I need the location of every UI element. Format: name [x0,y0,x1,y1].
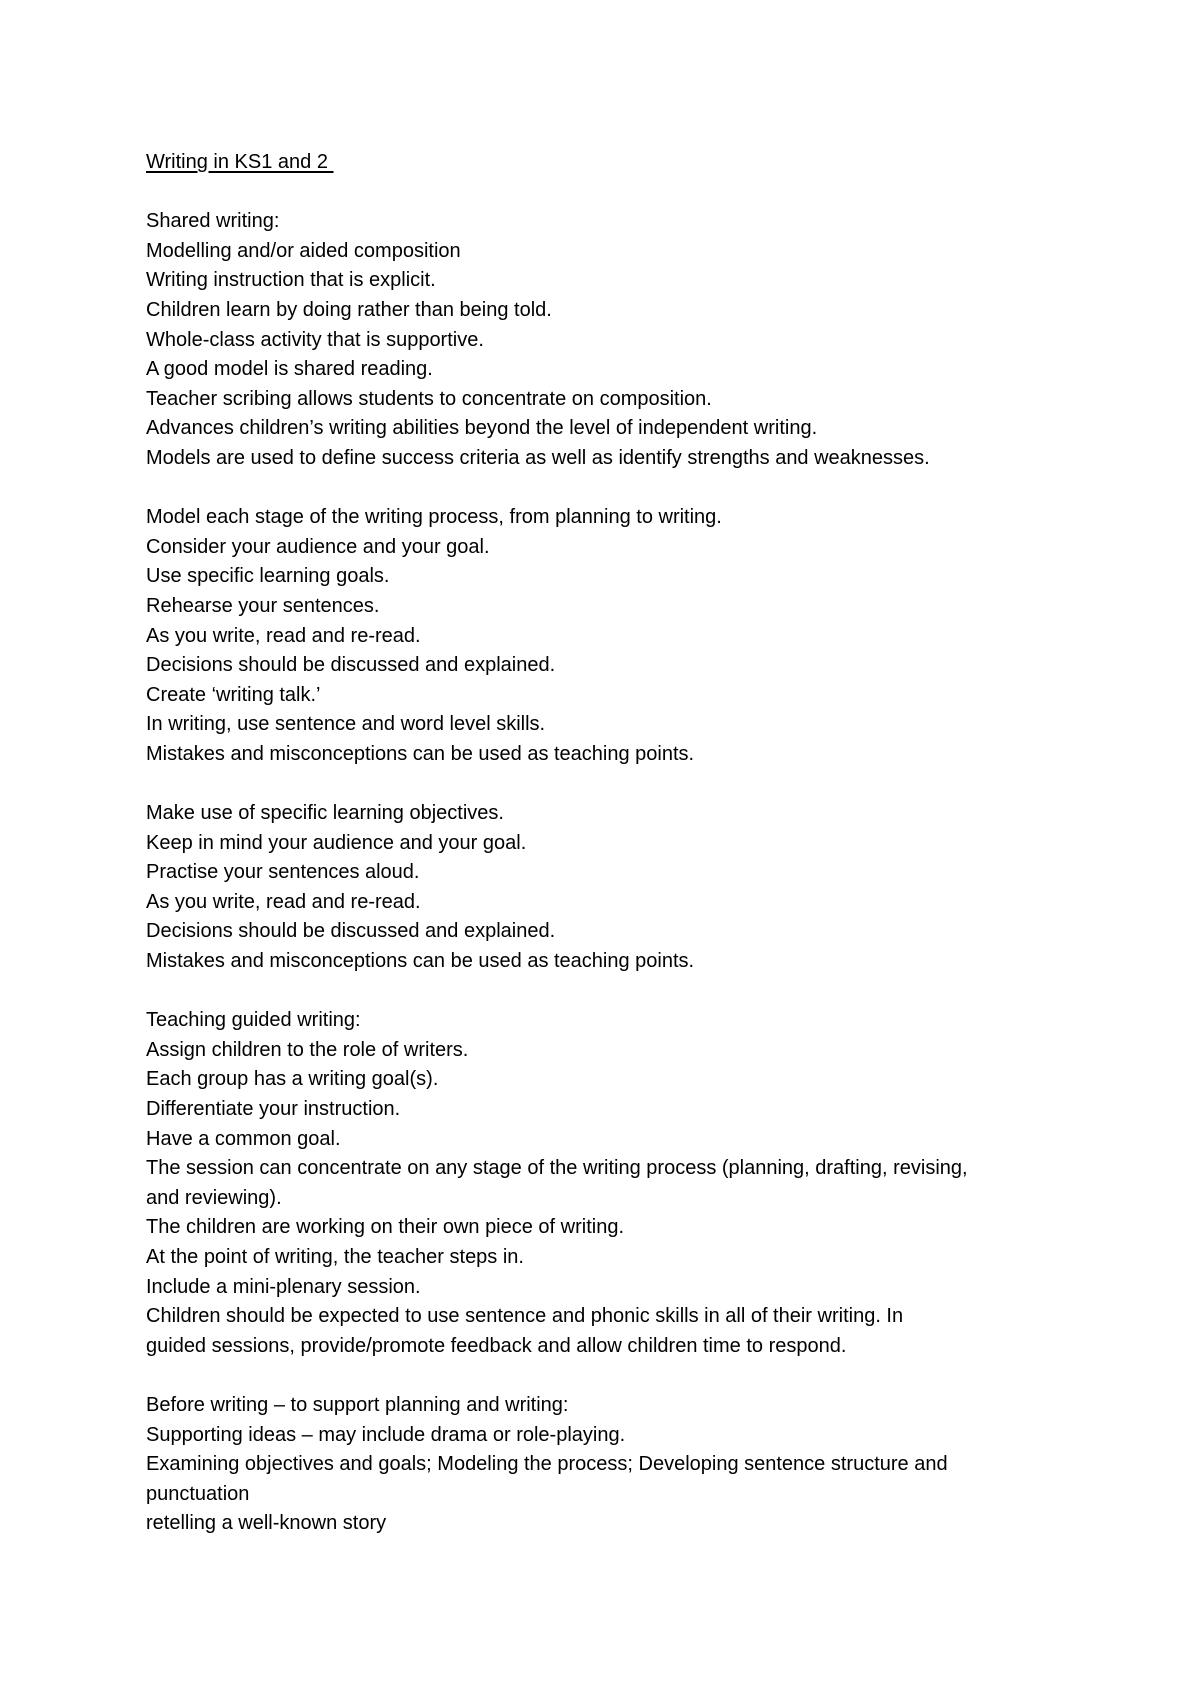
text-line: Rehearse your sentences. [146,594,380,617]
text-section [146,799,1120,977]
document-title: Writing in KS1 and 2 [146,151,334,173]
text-line: Children learn by doing rather than being told. [146,298,552,321]
text-line: Mistakes and misconceptions can be used as teaching points. [146,950,695,973]
text-line: Modelling and/or aided composition [146,239,461,262]
text-line: Teacher scribing allows students to concentrate on composition. [146,387,712,410]
text-line: Before writing – to support planning and writing: [146,1393,569,1416]
text-line: The children are working on their own piece of writing. [146,1216,625,1239]
text-line: Shared writing: [146,210,280,233]
text-line: Whole-class activity that is supportive. [146,328,484,351]
text-line: retelling a well-known story [146,1512,387,1535]
text-line: guided sessions, provide/promote feedback and allow children time to respond. [146,1334,847,1357]
text-line: Writing instruction that is explicit. [146,269,436,292]
text-line: Decisions should be discussed and explained. [146,654,556,677]
text-line: At the point of writing, the teacher steps in. [146,1245,524,1268]
text-line: As you write, read and re-read. [146,890,421,913]
text-section [146,207,1120,473]
text-line: Create ‘writing talk.’ [146,683,321,706]
text-line: Differentiate your instruction. [146,1098,401,1120]
text-line: and reviewing). [146,1186,282,1209]
text-line: Use specific learning goals. [146,565,390,588]
text-line: Decisions should be discussed and explained. [146,920,556,943]
paragraph-gap [146,769,1120,799]
text-line: A good model is shared reading. [146,358,433,381]
text-section [146,1006,1120,1361]
paragraph-gap [146,977,1120,1007]
text-line: Consider your audience and your goal. [146,535,490,558]
text-line: As you write, read and re-read. [146,624,421,647]
document-body [146,207,1120,1539]
text-line: Include a mini-plenary session. [146,1275,421,1298]
text-line: Children should be expected to use sentence and phonic skills in all of their writing. In [146,1305,904,1328]
paragraph-gap [146,178,1120,208]
text-line: Practise your sentences aloud. [146,861,420,884]
text-line: Make use of specific learning objectives. [146,802,504,825]
text-line: Have a common goal. [146,1127,341,1150]
text-section [146,1391,1120,1539]
text-line: punctuation [146,1482,250,1505]
text-line: Advances children’s writing abilities beyond the level of independent writing. [146,417,818,440]
text-line: Model each stage of the writing process, from planning to writing. [146,506,722,529]
text-line: Examining objectives and goals; Modeling the process; Developing sentence structure and [146,1453,948,1476]
text-line: Keep in mind your audience and your goal. [146,831,527,854]
text-line: Assign children to the role of writers. [146,1038,469,1061]
paragraph-gap [146,1361,1120,1391]
text-section [146,503,1120,769]
text-line: Models are used to define success criteria as well as identify strengths and weaknesses. [146,446,930,469]
text-line: In writing, use sentence and word level skills. [146,713,546,736]
text-line: The session can concentrate on any stage of the writing process (planning, drafting, revising, [146,1157,968,1180]
paragraph-gap [146,474,1120,504]
text-line: Each group has a writing goal(s). [146,1068,439,1091]
text-line: Mistakes and misconceptions can be used as teaching points. [146,742,695,765]
text-line: Teaching guided writing: [146,1009,361,1032]
text-line: Supporting ideas – may include drama or role-playing. [146,1423,626,1446]
